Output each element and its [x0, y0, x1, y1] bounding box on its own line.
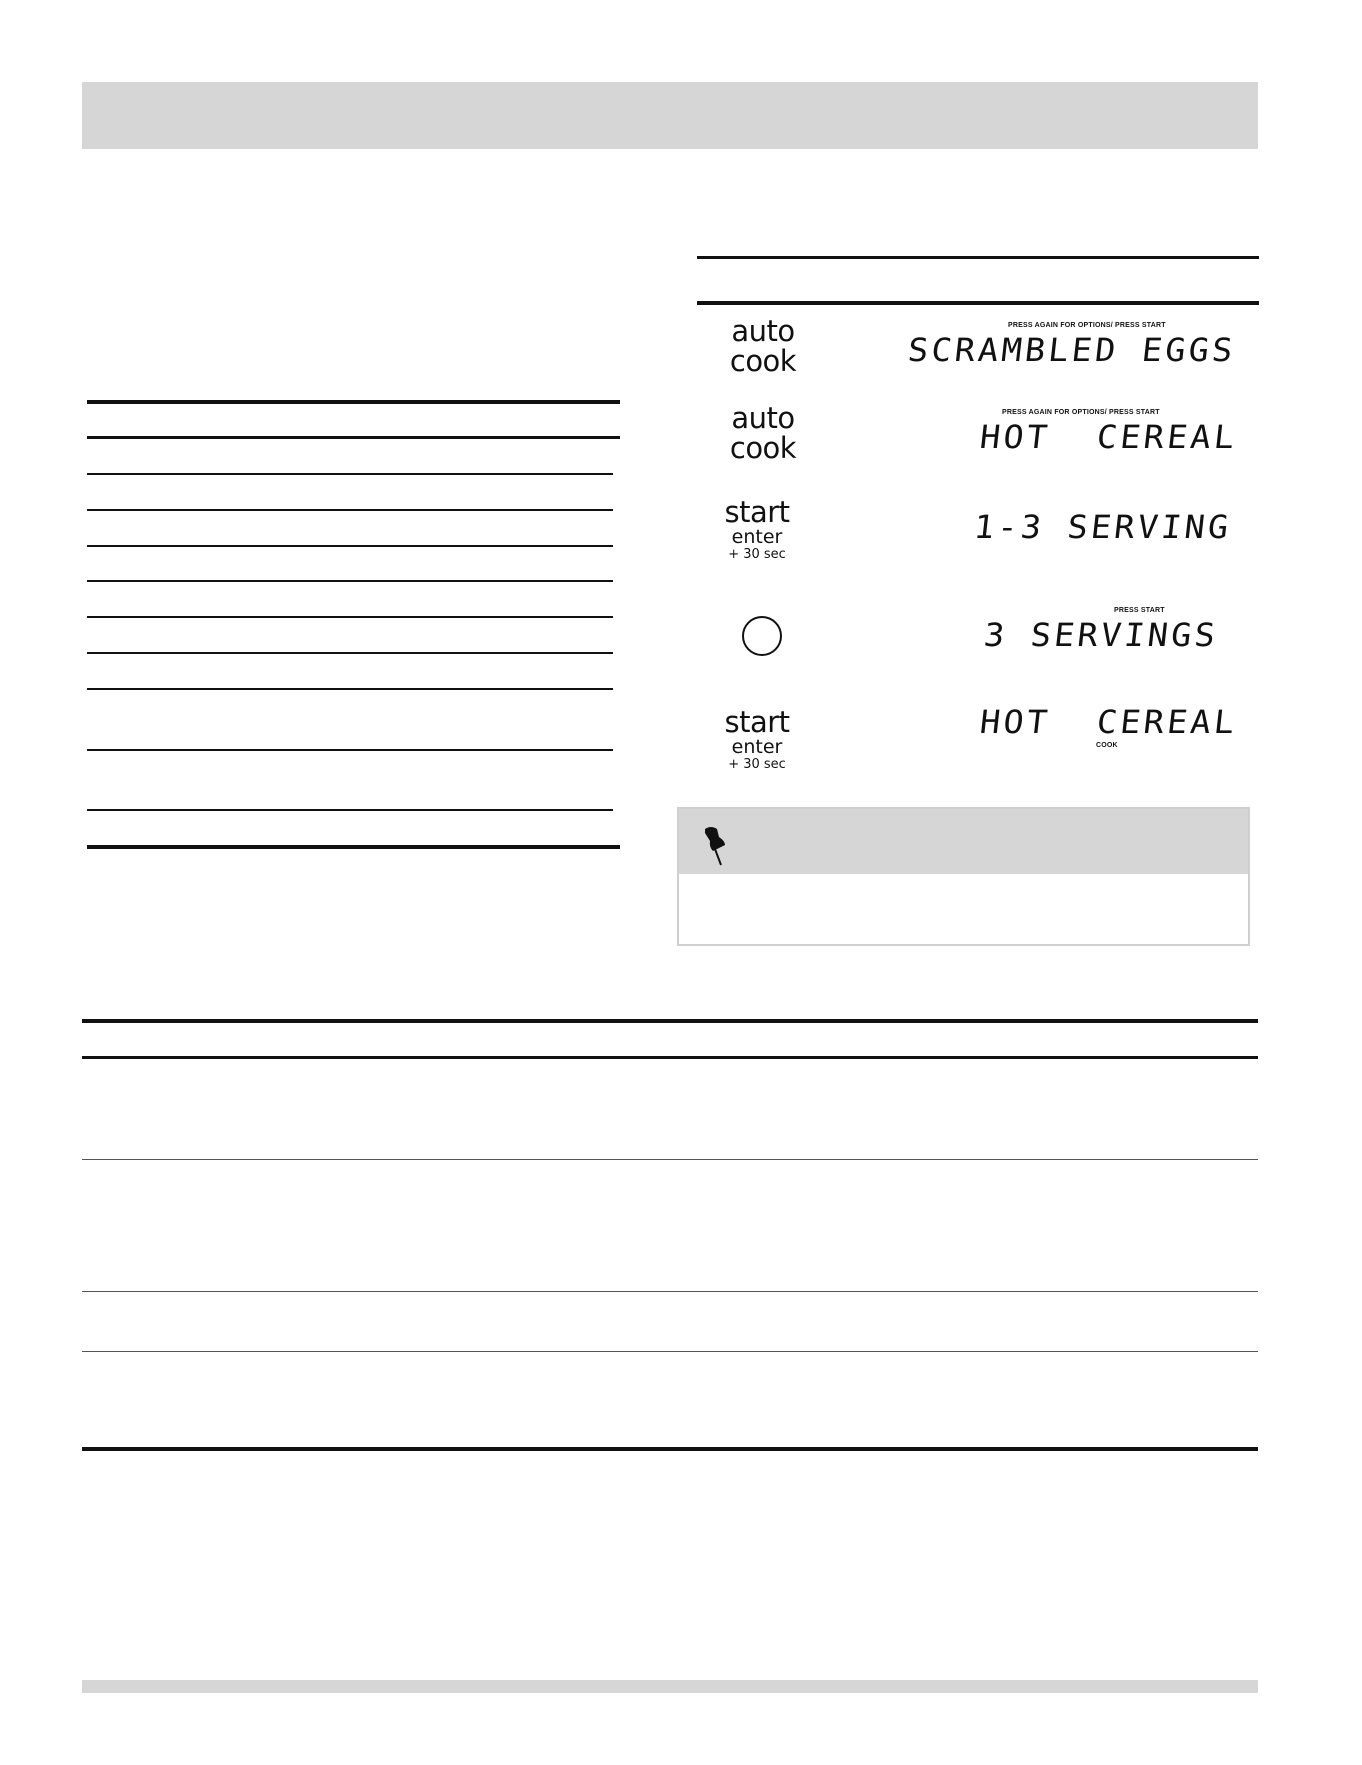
left-table-row-rule	[87, 616, 613, 618]
left-table-row-rule	[87, 580, 613, 582]
header-band	[82, 82, 1258, 149]
key-sublabel: enter	[731, 736, 783, 758]
key-label: auto	[731, 401, 795, 435]
key-subtext: + 30 sec	[728, 547, 786, 562]
display-caption: PRESS AGAIN FOR OPTIONS/ PRESS START	[1002, 409, 1160, 416]
left-table-top-rule	[87, 400, 620, 404]
note-box	[677, 807, 1250, 946]
display-sub-caption: COOK	[1096, 742, 1118, 749]
key-label: cook	[729, 431, 797, 465]
bottom-table-top-rule	[82, 1019, 1258, 1023]
footer-band	[82, 1680, 1258, 1693]
bottom-table-row-rule	[82, 1159, 1258, 1160]
bottom-table-row-rule	[82, 1351, 1258, 1352]
left-table-header-rule	[87, 436, 620, 439]
display-caption: PRESS AGAIN FOR OPTIONS/ PRESS START	[1008, 322, 1166, 329]
key-label: start	[724, 705, 790, 739]
key-label: auto	[731, 314, 795, 348]
lcd-display: 1-3 SERVING	[972, 508, 1234, 546]
start-enter-key[interactable]	[697, 707, 817, 772]
left-table-row-rule	[87, 545, 613, 547]
left-table-row-rule	[87, 749, 613, 751]
bottom-table-header-rule	[82, 1056, 1258, 1059]
lcd-display: HOT CEREAL	[978, 418, 1240, 456]
lcd-display: 3 SERVINGS	[982, 616, 1221, 654]
left-table-row-rule	[87, 473, 613, 475]
left-table-bottom-rule	[87, 845, 620, 849]
lcd-display: HOT CEREAL	[978, 703, 1240, 741]
pushpin-icon	[699, 823, 733, 867]
left-table-row-rule	[87, 652, 613, 654]
left-table-row-rule	[87, 509, 613, 511]
left-table-row-rule	[87, 688, 613, 690]
auto-cook-key[interactable]	[703, 403, 823, 463]
key-label: cook	[729, 344, 797, 378]
instruction-table-top-rule	[697, 256, 1259, 259]
note-header	[679, 809, 1248, 874]
left-table-row-rule	[87, 809, 613, 811]
lcd-display: SCRAMBLED EGGS	[906, 331, 1238, 369]
dial-knob-icon[interactable]	[742, 616, 782, 656]
key-subtext: + 30 sec	[728, 757, 786, 772]
display-caption: PRESS START	[1114, 607, 1165, 614]
bottom-table-row-rule	[82, 1291, 1258, 1292]
start-enter-key[interactable]	[697, 497, 817, 562]
instruction-table-header-rule	[697, 301, 1259, 305]
key-sublabel: enter	[731, 526, 783, 548]
key-label: start	[724, 495, 790, 529]
bottom-table-bottom-rule	[82, 1447, 1258, 1451]
auto-cook-key[interactable]	[703, 316, 823, 376]
